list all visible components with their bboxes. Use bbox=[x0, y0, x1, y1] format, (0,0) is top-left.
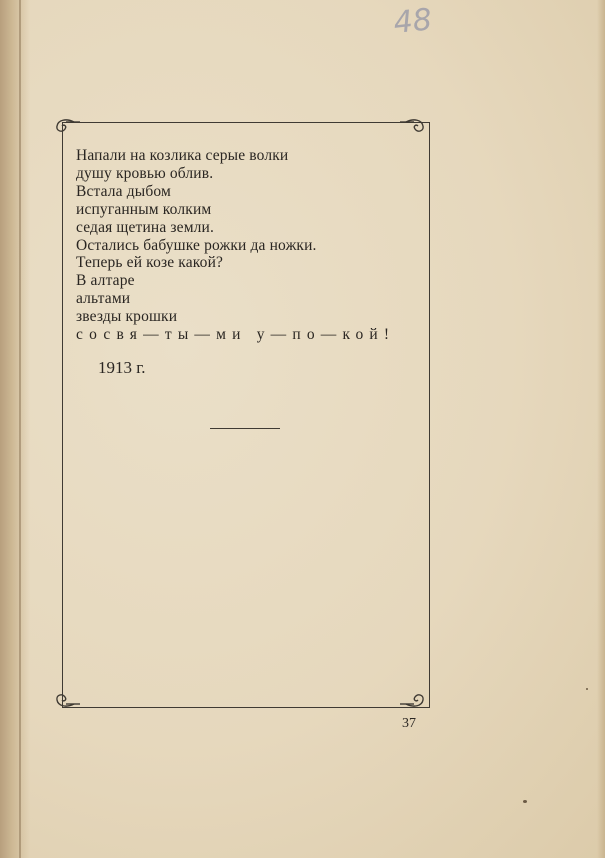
poem-line: Встала дыбом bbox=[76, 182, 171, 200]
page-edge-shadow bbox=[597, 0, 605, 858]
poem-line: альтами bbox=[76, 290, 131, 308]
poem-line: Напали на козлика серые волки bbox=[76, 147, 289, 164]
handwritten-page-mark: 48 bbox=[391, 2, 434, 42]
corner-ornament-icon bbox=[400, 690, 428, 710]
poem-line: В алтаре bbox=[76, 272, 135, 290]
poem-line: душу кровью облив. bbox=[76, 164, 214, 182]
poem-date: 1913 г. bbox=[98, 358, 146, 377]
poem-line: Теперь ей козе какой? bbox=[76, 254, 224, 272]
poem-line-spaced: сосвя—ты—ми у—по—кой! bbox=[76, 326, 396, 344]
poem-line: Остались бабушке рожки да ножки. bbox=[76, 236, 317, 254]
book-spine-shadow bbox=[0, 0, 30, 858]
page-number: 37 bbox=[402, 716, 416, 731]
corner-ornament-icon bbox=[52, 690, 80, 710]
poem-line: звезды крошки bbox=[76, 308, 178, 326]
book-spine-line bbox=[19, 0, 21, 858]
corner-ornament-icon bbox=[52, 116, 80, 136]
section-divider bbox=[210, 428, 280, 429]
paper-speck bbox=[586, 688, 588, 690]
paper-speck bbox=[523, 800, 527, 803]
poem-line: седая щетина земли. bbox=[76, 218, 215, 236]
poem-line: испуганным колким bbox=[76, 200, 212, 218]
poem-text bbox=[76, 147, 395, 344]
corner-ornament-icon bbox=[400, 116, 428, 136]
